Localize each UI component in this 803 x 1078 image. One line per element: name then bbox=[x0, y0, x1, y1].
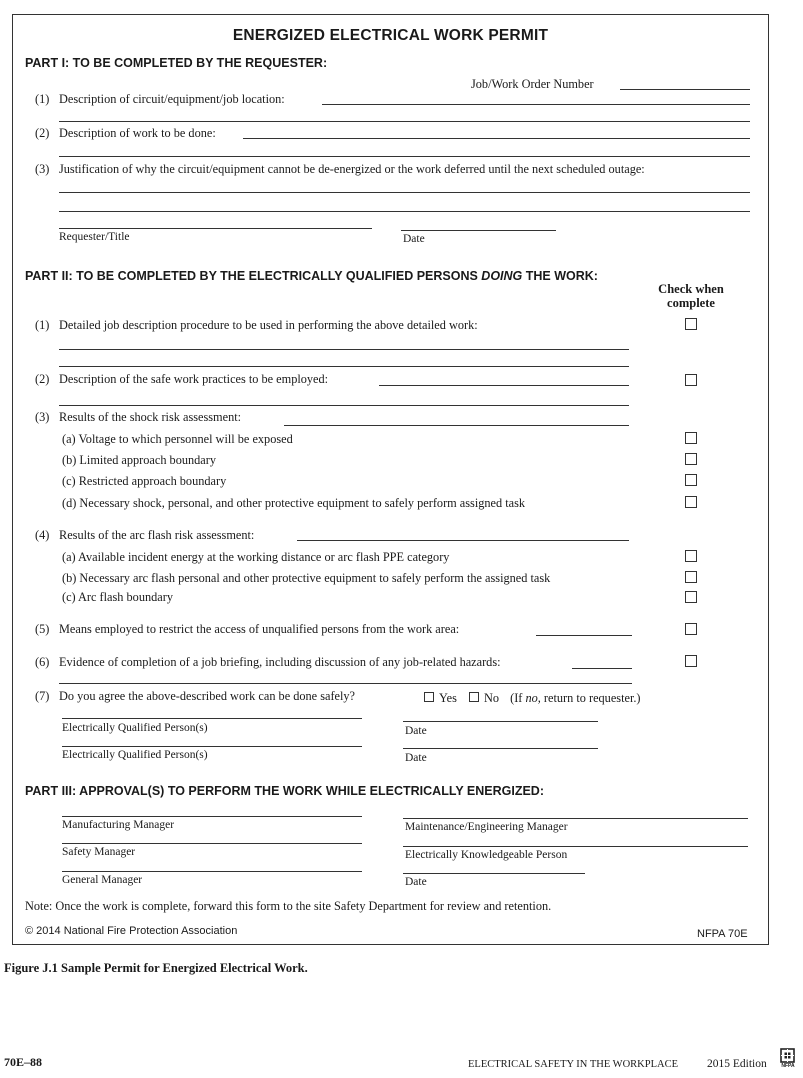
part2-heading-pre: PART II: TO BE COMPLETED BY THE ELECTRICALLY QUALIFIED PERSONS bbox=[25, 269, 482, 283]
part2-heading-em: DOING bbox=[481, 269, 523, 283]
p1-item3-num: (3) bbox=[35, 162, 50, 176]
eqp-date-label-1: Date bbox=[405, 725, 427, 737]
p2-item3-sub-c: (c) Restricted approach boundary bbox=[62, 474, 227, 488]
checkbox-safe-practices[interactable] bbox=[685, 374, 697, 386]
circuit-description-field[interactable] bbox=[322, 104, 750, 105]
no-label: No bbox=[483, 691, 500, 705]
agree-options bbox=[424, 691, 641, 706]
if-no-em: no, bbox=[525, 691, 541, 705]
checkbox-job-briefing[interactable] bbox=[685, 655, 697, 667]
nfpa-logo-icon bbox=[778, 1048, 798, 1072]
eqp-label-1: Electrically Qualified Person(s) bbox=[62, 722, 208, 734]
page-number: 70E–88 bbox=[4, 1055, 43, 1069]
requester-signature-field[interactable] bbox=[59, 228, 372, 229]
requester-label: Requester/Title bbox=[59, 231, 130, 243]
checkbox-shock-ppe[interactable] bbox=[685, 496, 697, 508]
requester-date-label: Date bbox=[403, 233, 425, 245]
work-description-field-2[interactable] bbox=[59, 156, 750, 157]
no-checkbox[interactable] bbox=[469, 692, 479, 702]
part3-heading: PART III: APPROVAL(S) TO PERFORM THE WORK WHILE ELECTRICALLY ENERGIZED: bbox=[25, 784, 544, 798]
if-no-note bbox=[510, 691, 640, 705]
checkbox-incident-energy[interactable] bbox=[685, 550, 697, 562]
justification-field[interactable] bbox=[59, 192, 750, 193]
checkbox-limited-approach[interactable] bbox=[685, 453, 697, 465]
checkbox-access-restriction[interactable] bbox=[685, 623, 697, 635]
part3-date-label: Date bbox=[405, 876, 427, 888]
eqp-label-2: Electrically Qualified Person(s) bbox=[62, 749, 208, 761]
maint-manager-signature-field[interactable] bbox=[403, 818, 748, 819]
p2-item4-sub-c: (c) Arc flash boundary bbox=[62, 590, 173, 604]
check-column-header bbox=[643, 282, 739, 310]
mfg-manager-signature-field[interactable] bbox=[62, 816, 362, 817]
justification-field-2[interactable] bbox=[59, 211, 750, 212]
p2-item4-text: Results of the arc flash risk assessment: bbox=[59, 528, 255, 542]
p1-item3-text: Justification of why the circuit/equipment cannot be de-energized or the work deferred until the next scheduled outage: bbox=[59, 162, 645, 176]
general-manager-label: General Manager bbox=[62, 874, 143, 886]
part2-heading-post: THE WORK: bbox=[522, 269, 598, 283]
eqp-date-label-2: Date bbox=[405, 752, 427, 764]
eqp-signature-field-1[interactable] bbox=[62, 718, 362, 719]
p2-item3-text: Results of the shock risk assessment: bbox=[59, 410, 242, 424]
safe-practices-field-2[interactable] bbox=[59, 405, 629, 406]
maint-manager-label: Maintenance/Engineering Manager bbox=[405, 821, 568, 833]
p2-item7-num: (7) bbox=[35, 689, 50, 703]
shock-assessment-field[interactable] bbox=[284, 425, 629, 426]
retention-note: Note: Once the work is complete, forward this form to the site Safety Department for review and retention. bbox=[25, 899, 552, 913]
checkbox-voltage[interactable] bbox=[685, 432, 697, 444]
nfpa-code: NFPA 70E bbox=[697, 928, 748, 940]
check-header-line1: Check when bbox=[658, 282, 724, 296]
yes-option[interactable] bbox=[424, 691, 457, 705]
p2-item3-sub-b: (b) Limited approach boundary bbox=[62, 453, 216, 467]
checkbox-arc-flash-ppe[interactable] bbox=[685, 571, 697, 583]
check-header-line2: complete bbox=[667, 296, 715, 310]
ekp-label: Electrically Knowledgeable Person bbox=[405, 849, 568, 861]
work-description-field[interactable] bbox=[243, 138, 750, 139]
safety-manager-signature-field[interactable] bbox=[62, 843, 362, 844]
p2-item5-num: (5) bbox=[35, 622, 50, 636]
eqp-signature-field-2[interactable] bbox=[62, 746, 362, 747]
job-briefing-field[interactable] bbox=[572, 668, 632, 669]
p2-item7-text: Do you agree the above-described work can be done safely? bbox=[59, 689, 356, 703]
p2-item4-sub-a: (a) Available incident energy at the working distance or arc flash PPE category bbox=[62, 550, 450, 564]
p1-item1-text: Description of circuit/equipment/job location: bbox=[59, 92, 285, 106]
p1-item2-num: (2) bbox=[35, 126, 50, 140]
p2-item1-num: (1) bbox=[35, 318, 50, 332]
p2-item5-text: Means employed to restrict the access of unqualified persons from the work area: bbox=[59, 622, 460, 636]
book-title: ELECTRICAL SAFETY IN THE WORKPLACE bbox=[468, 1059, 678, 1070]
eqp-date-field-1[interactable] bbox=[403, 721, 598, 722]
safety-manager-label: Safety Manager bbox=[62, 846, 136, 858]
if-no-post: return to requester.) bbox=[540, 691, 641, 705]
safe-practices-field[interactable] bbox=[379, 385, 629, 386]
checkbox-restricted-approach[interactable] bbox=[685, 474, 697, 486]
if-no-pre: (If bbox=[510, 691, 526, 705]
edition: 2015 Edition bbox=[707, 1058, 767, 1070]
p2-item1-text: Detailed job description procedure to be used in performing the above detailed work: bbox=[59, 318, 478, 332]
checkbox-job-procedure[interactable] bbox=[685, 318, 697, 330]
job-order-label: Job/Work Order Number bbox=[471, 77, 594, 91]
figure-caption: Figure J.1 Sample Permit for Energized Electrical Work. bbox=[4, 961, 308, 975]
no-option[interactable] bbox=[469, 691, 499, 705]
general-manager-signature-field[interactable] bbox=[62, 871, 362, 872]
p1-item1-num: (1) bbox=[35, 92, 50, 106]
checkbox-arc-flash-boundary[interactable] bbox=[685, 591, 697, 603]
nfpa-logo-text: NFPA bbox=[781, 1063, 795, 1069]
p2-item3-sub-d: (d) Necessary shock, personal, and other protective equipment to safely perform assigned task bbox=[62, 496, 526, 510]
access-restriction-field[interactable] bbox=[536, 635, 632, 636]
yes-label: Yes bbox=[439, 691, 457, 705]
ekp-signature-field[interactable] bbox=[403, 846, 748, 847]
form-title: ENERGIZED ELECTRICAL WORK PERMIT bbox=[232, 27, 549, 44]
p2-item4-sub-b: (b) Necessary arc flash personal and other protective equipment to safely perform the assigned task bbox=[62, 571, 551, 585]
job-briefing-field-2[interactable] bbox=[59, 683, 632, 684]
job-order-field[interactable] bbox=[620, 89, 750, 90]
mfg-manager-label: Manufacturing Manager bbox=[62, 819, 175, 831]
p2-item3-sub-a: (a) Voltage to which personnel will be exposed bbox=[62, 432, 293, 446]
p2-item6-text: Evidence of completion of a job briefing, including discussion of any job-related hazards: bbox=[59, 655, 501, 669]
part1-heading: PART I: TO BE COMPLETED BY THE REQUESTER: bbox=[25, 56, 328, 70]
job-procedure-field[interactable] bbox=[59, 349, 629, 350]
p2-item3-num: (3) bbox=[35, 410, 50, 424]
arc-flash-assessment-field[interactable] bbox=[297, 540, 629, 541]
circuit-description-field-2[interactable] bbox=[59, 121, 750, 122]
p1-item2-text: Description of work to be done: bbox=[59, 126, 216, 140]
p2-item4-num: (4) bbox=[35, 528, 50, 542]
copyright: © 2014 National Fire Protection Association bbox=[25, 925, 238, 937]
yes-checkbox[interactable] bbox=[424, 692, 434, 702]
requester-date-field[interactable] bbox=[401, 230, 556, 231]
p2-item2-num: (2) bbox=[35, 372, 50, 386]
eqp-date-field-2[interactable] bbox=[403, 748, 598, 749]
part2-heading bbox=[25, 269, 598, 283]
p2-item6-num: (6) bbox=[35, 655, 50, 669]
p2-item2-text: Description of the safe work practices to be employed: bbox=[59, 372, 329, 386]
job-procedure-field-2[interactable] bbox=[59, 366, 629, 367]
part3-date-field[interactable] bbox=[403, 873, 585, 874]
